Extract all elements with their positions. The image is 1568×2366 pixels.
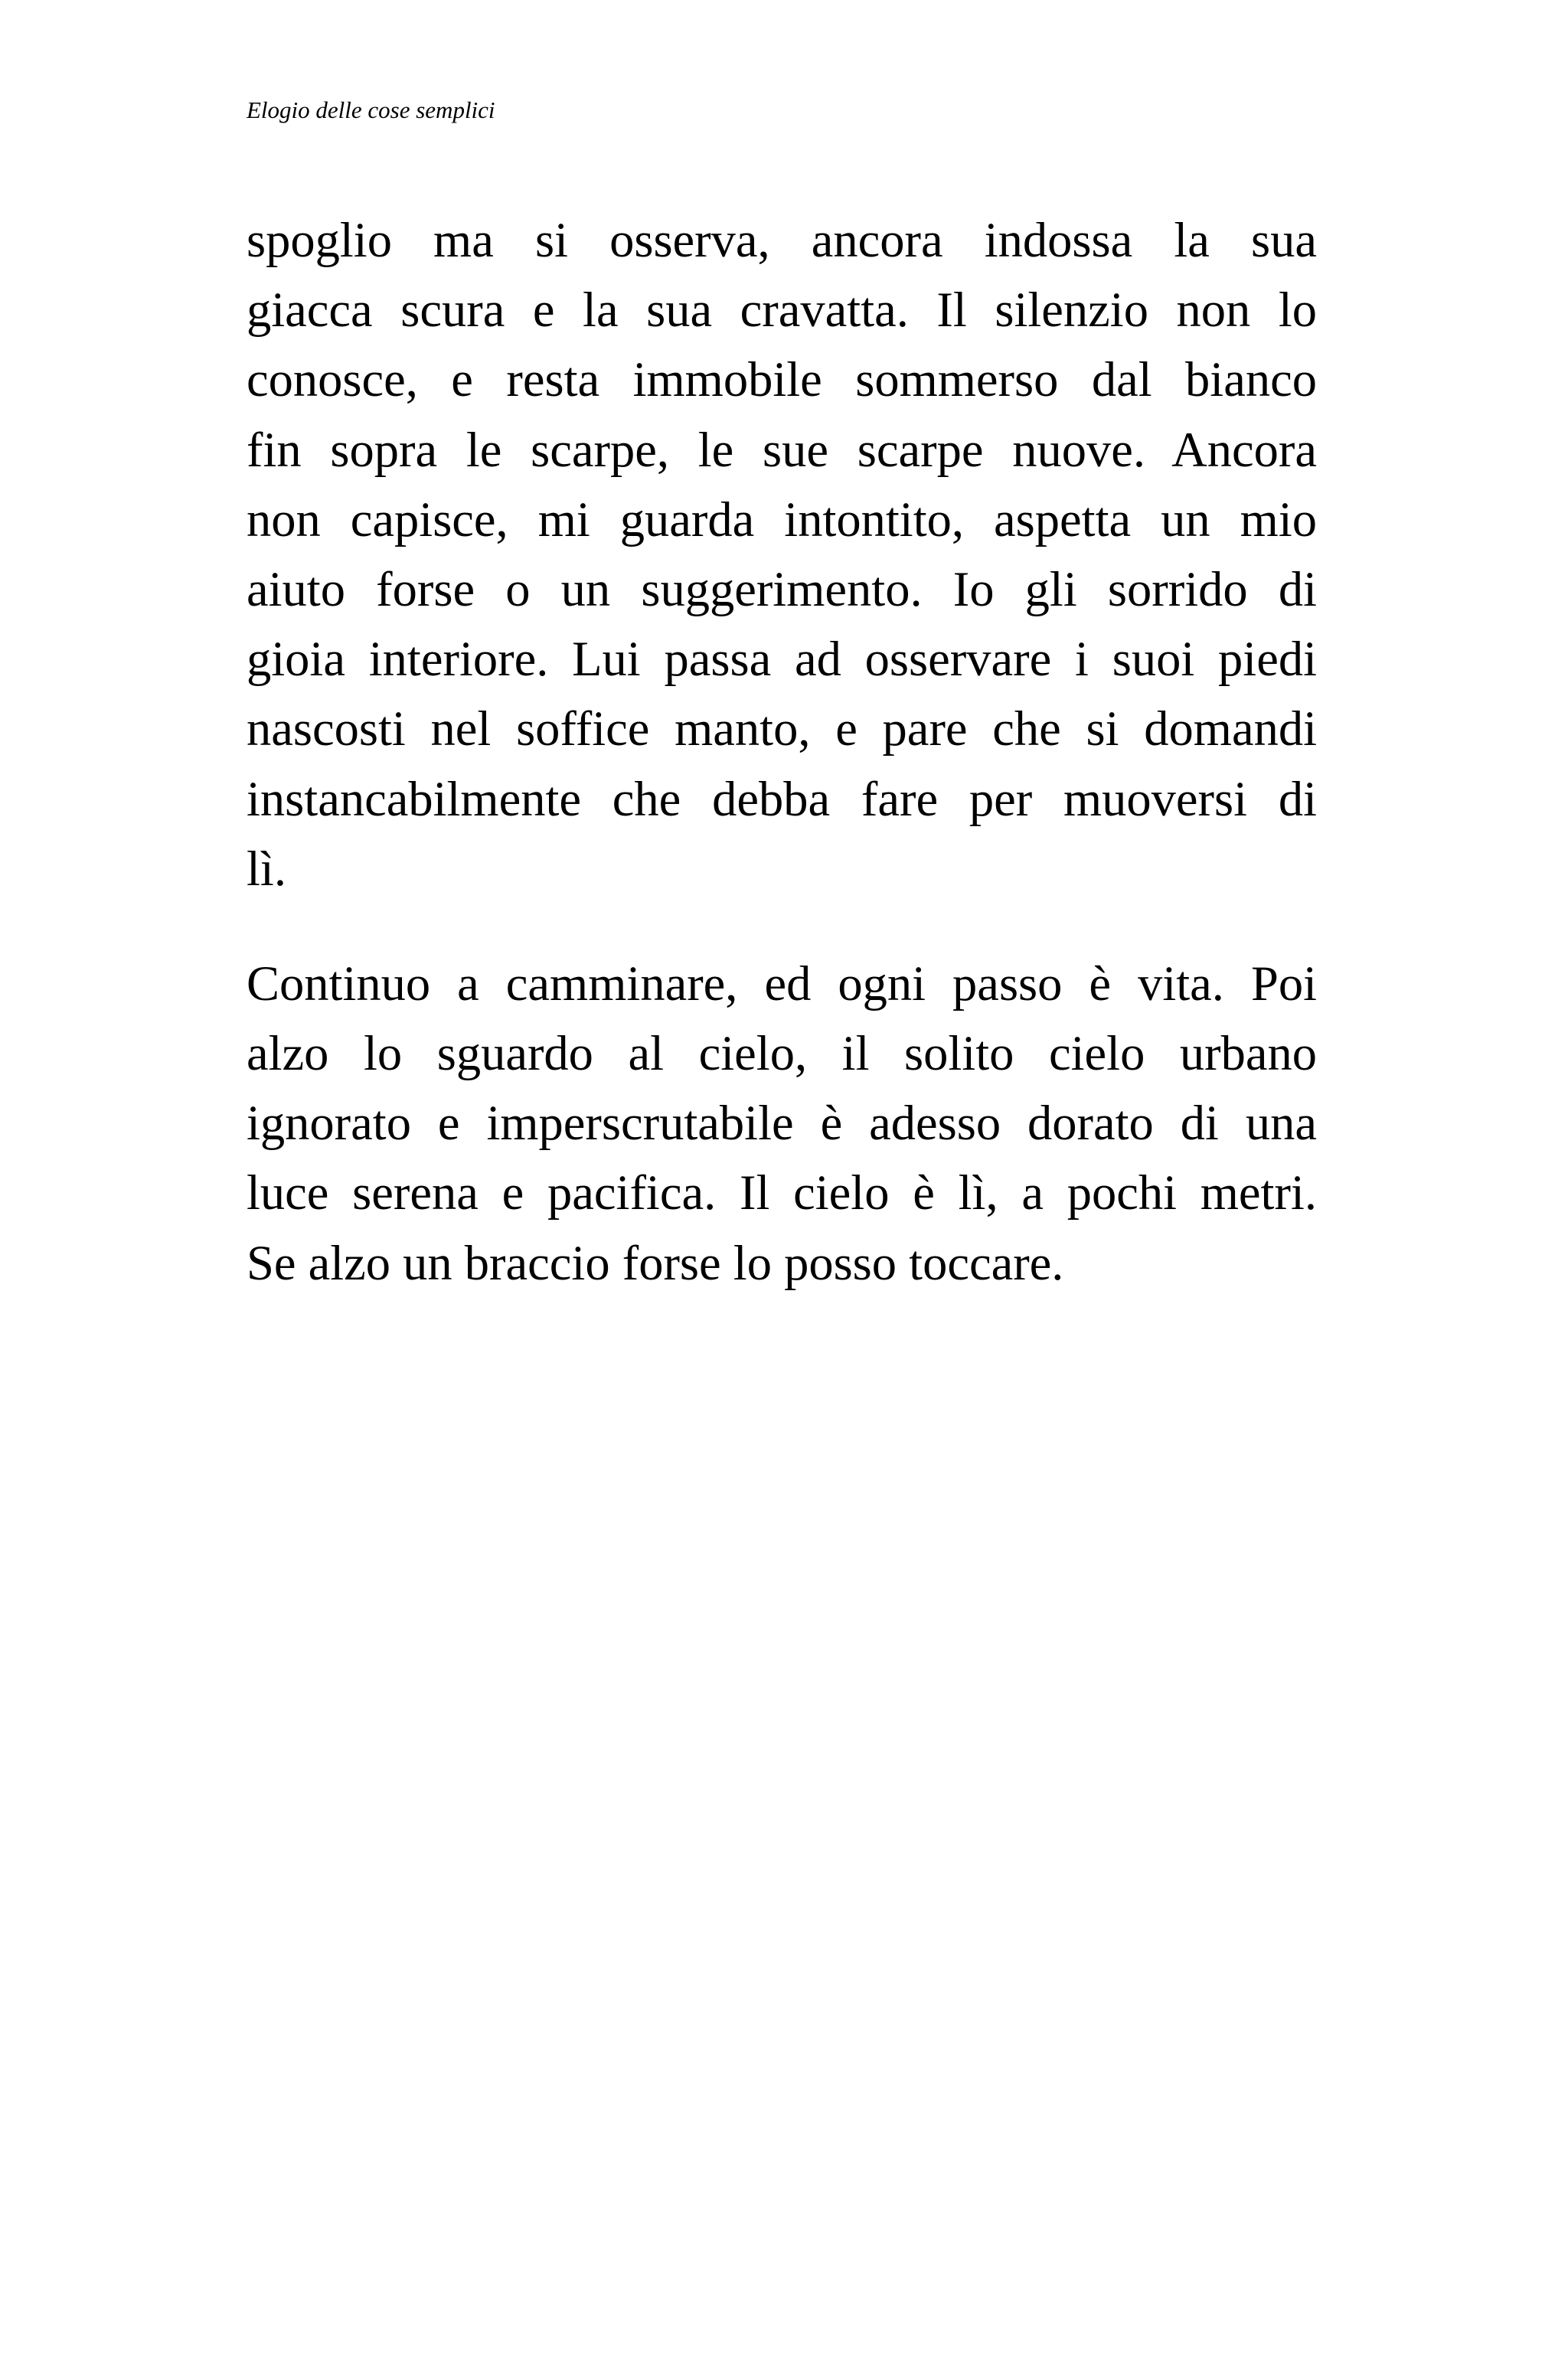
text-line: nascosti nel soffice manto, e pare che si domandi [247, 701, 1317, 757]
text-line: alzo lo sguardo al cielo, il solito cielo urbano [247, 1026, 1317, 1081]
text-line: ignorato e imperscrutabile è adesso dorato di una [247, 1096, 1317, 1151]
text-line: Se alzo un braccio forse lo posso toccare. [247, 1235, 1064, 1290]
text-line: conosce, e resta immobile sommerso dal bianco [247, 352, 1317, 407]
text-line: giacca scura e la sua cravatta. Il silenzio non lo [247, 283, 1317, 338]
text-line: Continuo a camminare, ed ogni passo è vita. Poi [247, 956, 1317, 1011]
paragraph [247, 949, 1317, 1298]
text-line: spoglio ma si osserva, ancora indossa la sua [247, 213, 1317, 267]
text-line: lì. [247, 841, 286, 896]
page-body [247, 205, 1317, 1298]
paragraph [247, 205, 1317, 904]
text-line: luce serena e pacifica. Il cielo è lì, a pochi metri. [247, 1165, 1317, 1221]
text-line: gioia interiore. Lui passa ad osservare i suoi piedi [247, 632, 1317, 687]
text-line: non capisce, mi guarda intontito, aspetta un mio [247, 492, 1317, 547]
text-line: instancabilmente che debba fare per muoversi di [247, 771, 1317, 826]
text-line: fin sopra le scarpe, le sue scarpe nuove. Ancora [247, 422, 1317, 477]
running-header: Elogio delle cose semplici [247, 96, 495, 123]
text-line: aiuto forse o un suggerimento. Io gli sorrido di [247, 561, 1317, 616]
